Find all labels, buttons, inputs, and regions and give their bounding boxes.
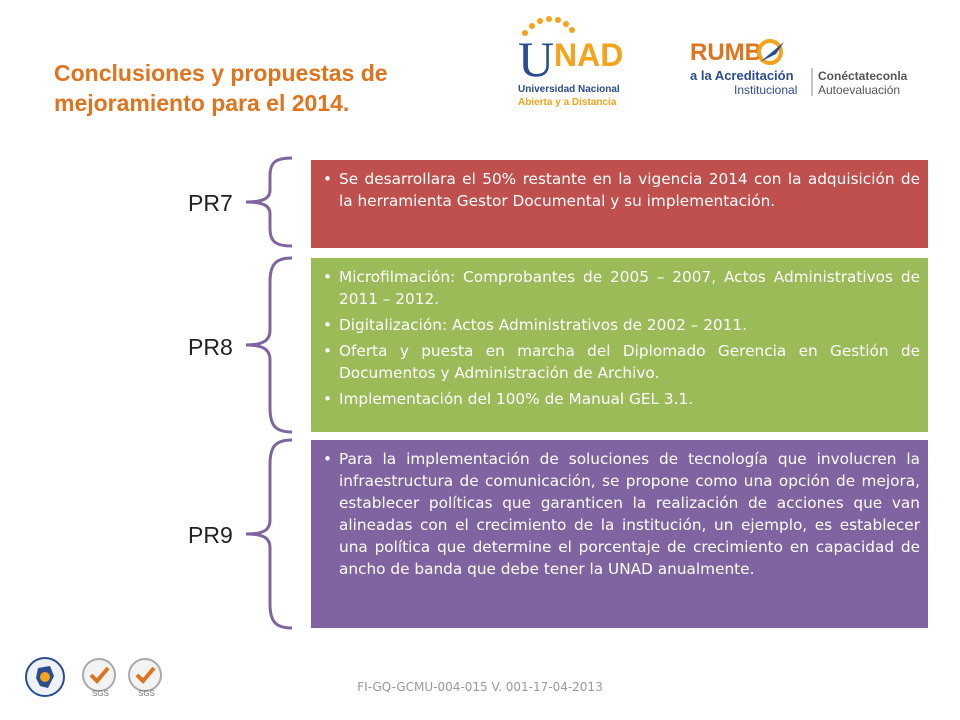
- footer-document-code: FI-GQ-GCMU-004-015 V. 001-17-04-2013: [357, 680, 603, 694]
- pr9-list: [321, 448, 920, 580]
- list-item: • Microfilmación: Comprobantes de 2005 – 2007, Actos Administrativos de 2011 – 2012.: [321, 266, 920, 310]
- unad-wordmark-u: U: [518, 31, 555, 87]
- unad-logo: [512, 14, 642, 110]
- rumbo-logo-line2: Institucional: [734, 83, 798, 97]
- compass-icon: [759, 41, 784, 63]
- pr8-content-box: [311, 258, 928, 432]
- unad-logo-line1: Universidad Nacional: [518, 84, 620, 95]
- rumbo-wordmark: RUMB: [690, 39, 762, 66]
- slide-title-line2: mejoramiento para el 2014.: [54, 90, 350, 116]
- rumbo-logo-side1: Conéctateconla: [818, 69, 908, 83]
- pr8-label: PR8: [188, 334, 233, 360]
- slide-title: [54, 58, 474, 118]
- pr9-brace-icon: [240, 438, 296, 630]
- list-item: • Oferta y puesta en marcha del Diplomado Gerencia en Gestión de Documentos y Administración de Archivo.: [321, 340, 920, 384]
- list-item: • Se desarrollara el 50% restante en la vigencia 2014 con la adquisición de la herramienta Gestor Documental y su implementación.: [321, 168, 920, 212]
- pr7-list: [321, 168, 920, 212]
- list-item: • Implementación del 100% de Manual GEL 3.1.: [321, 388, 920, 410]
- pr7-content-box: [311, 160, 928, 248]
- sgs-seal-text-1: SGS: [92, 689, 109, 698]
- unad-logo-line2: Abierta y a Distancia: [518, 97, 617, 108]
- unad-wordmark-nad: NAD: [554, 37, 624, 73]
- rumbo-logo-line1: a la Acreditación: [690, 68, 794, 83]
- rumbo-logo: [688, 36, 928, 98]
- list-item: • Para la implementación de soluciones de tecnología que involucren la infraestructura de comunicación, se propone como una opción de mejora, establecer políticas que garanticen la realización de acciones que van alineadas con el crecimiento de la institución, un ejemplo, es establecer una política que determine el porcentaje de crecimiento en capacidad de ancho de banda que debe tener la UNAD anualmente.: [321, 448, 920, 580]
- rumbo-logo-side2: Autoevaluación: [818, 83, 901, 97]
- pr9-label: PR9: [188, 522, 233, 548]
- pr7-brace-icon: [240, 156, 296, 248]
- pr9-content-box: [311, 440, 928, 628]
- slide-title-line1: Conclusiones y propuestas de: [54, 60, 388, 86]
- sgs-seal-text-2: SGS: [138, 689, 155, 698]
- pr7-label: PR7: [188, 190, 233, 216]
- pr8-list: [321, 266, 920, 410]
- list-item: • Digitalización: Actos Administrativos de 2002 – 2011.: [321, 314, 920, 336]
- pr8-brace-icon: [240, 256, 296, 434]
